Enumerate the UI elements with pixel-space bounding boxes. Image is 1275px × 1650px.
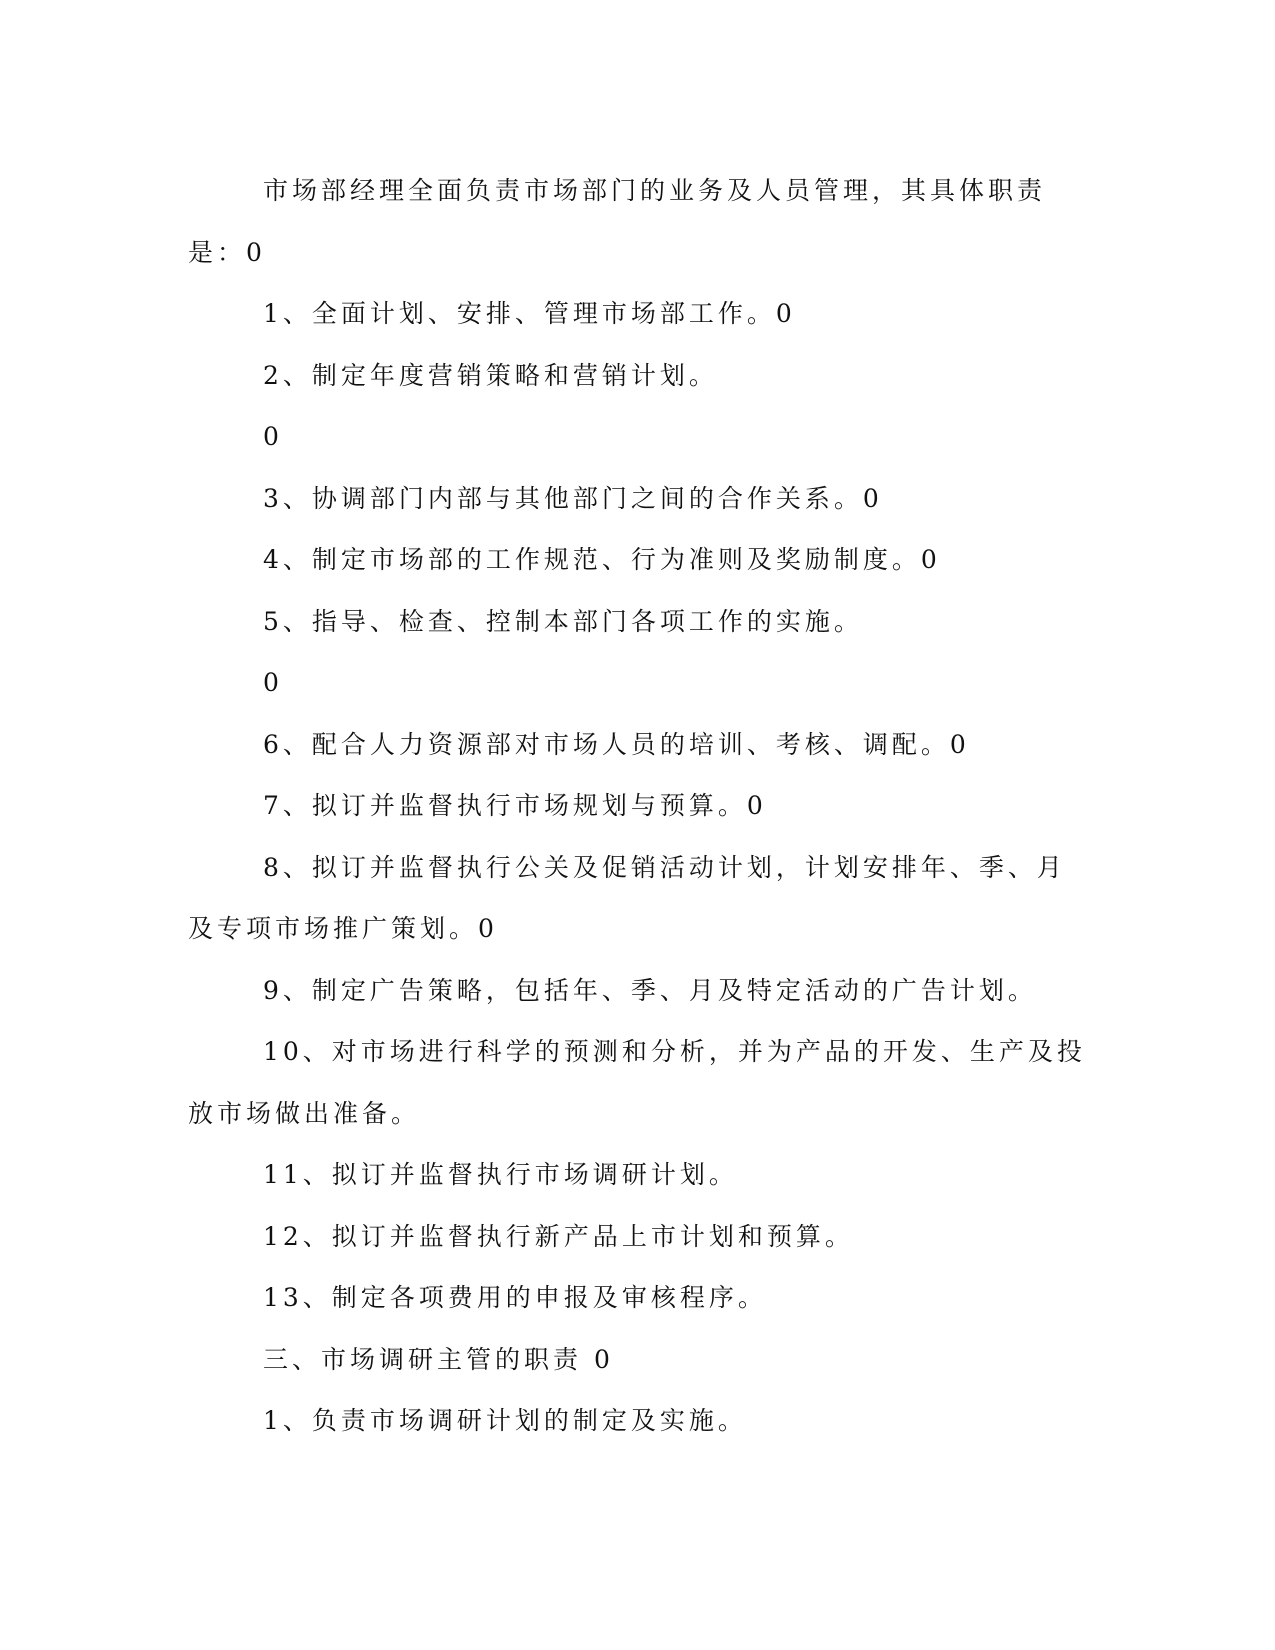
paragraph-item-13: 13、制定各项费用的申报及审核程序。 (263, 1283, 767, 1312)
paragraph-item-11: 11、拟订并监督执行市场调研计划。 (263, 1160, 738, 1189)
document-body (188, 160, 1088, 1452)
paragraph-item-6: 6、配合人力资源部对市场人员的培训、考核、调配。0 (263, 729, 970, 759)
section-heading-research-supervisor: 三、市场调研主管的职责 0 (263, 1344, 614, 1374)
paragraph-item-3: 3、协调部门内部与其他部门之间的合作关系。0 (263, 483, 883, 513)
paragraph-zero-2: 0 (263, 668, 283, 697)
paragraph-item-9: 9、制定广告策略，包括年、季、月及特定活动的广告计划。 (263, 975, 1037, 1005)
paragraph-zero-1: 0 (263, 422, 283, 451)
paragraph-intro: 市场部经理全面负责市场部门的业务及人员管理，其具体职责是：0 (188, 176, 1047, 267)
paragraph-item-10: 10、对市场进行科学的预测和分析，并为产品的开发、生产及投放市场做出准备。 (188, 1037, 1086, 1128)
paragraph-item-7: 7、拟订并监督执行市场规划与预算。0 (263, 791, 767, 820)
paragraph-item-12: 12、拟订并监督执行新产品上市计划和预算。 (263, 1221, 854, 1251)
paragraph-item-8: 8、拟订并监督执行公关及促销活动计划，计划安排年、季、月及专项市场推广策划。0 (188, 852, 1066, 943)
paragraph-item-4: 4、制定市场部的工作规范、行为准则及奖励制度。0 (263, 545, 941, 574)
paragraph-item-5: 5、指导、检查、控制本部门各项工作的实施。 (263, 606, 863, 636)
paragraph-research-item-1: 1、负责市场调研计划的制定及实施。 (263, 1406, 747, 1435)
paragraph-item-1: 1、全面计划、安排、管理市场部工作。0 (263, 299, 796, 328)
paragraph-item-2: 2、制定年度营销策略和营销计划。 (263, 360, 718, 390)
